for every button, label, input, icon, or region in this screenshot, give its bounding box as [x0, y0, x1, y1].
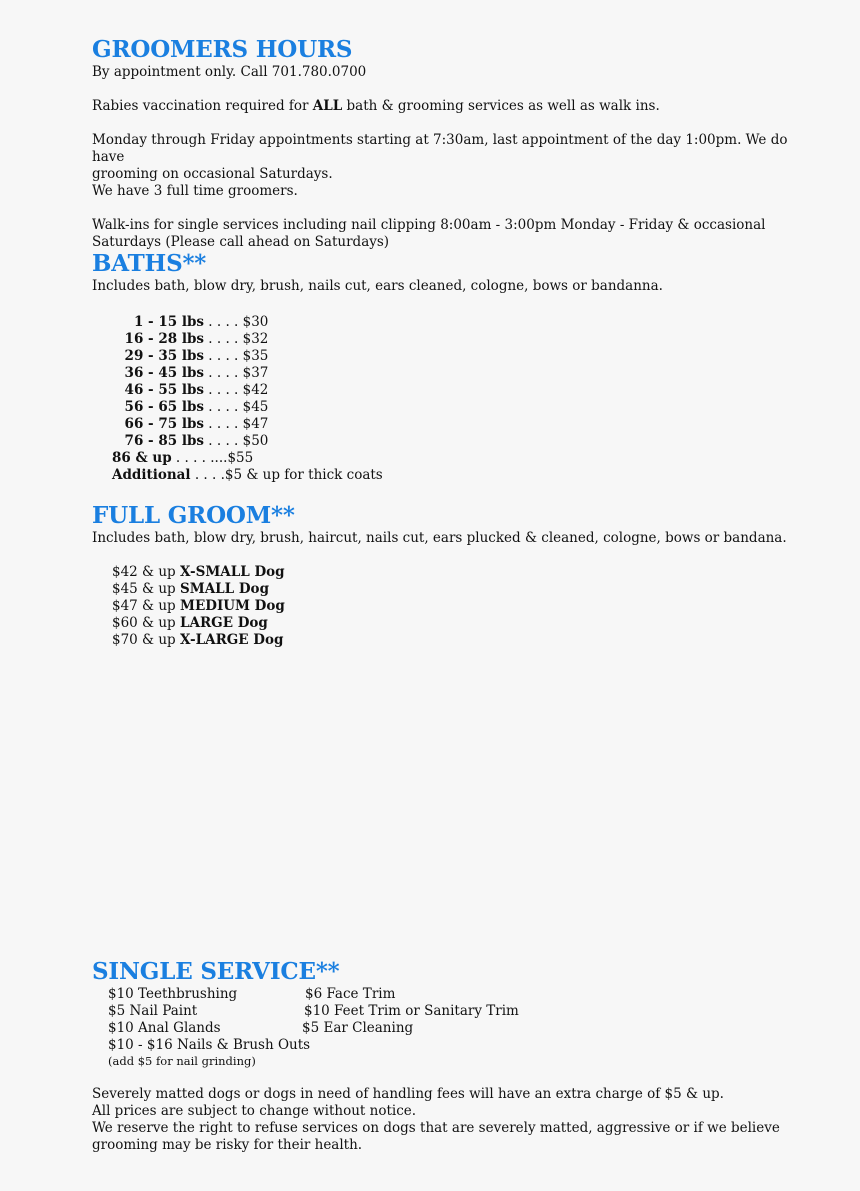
bath-price-row: 1 - 15 lbs . . . . $30 [112, 314, 792, 331]
bath-price-row: 36 - 45 lbs . . . . $37 [112, 365, 792, 382]
bath-price: $42 [242, 382, 269, 398]
rabies-post: bath & grooming services as well as walk ins. [342, 98, 660, 114]
bath-price: $35 [242, 348, 269, 364]
bath-price: $37 [242, 365, 269, 381]
bath-weight: 1 - 15 lbs [133, 314, 204, 330]
full-groom-section [92, 502, 792, 649]
bath-weight: 86 & up [112, 450, 172, 466]
full-groom-price: $47 & up [112, 598, 180, 614]
full-groom-row [112, 632, 792, 649]
bath-price: $47 [242, 416, 269, 432]
bath-weight: 56 - 65 lbs [124, 399, 204, 415]
bath-price: $45 [242, 399, 269, 415]
bath-weight: 76 - 85 lbs [124, 433, 204, 449]
full-groom-row [112, 564, 792, 581]
bath-price-row: 16 - 28 lbs . . . . $32 [112, 331, 792, 348]
bath-price-row: 56 - 65 lbs . . . . $45 [112, 399, 792, 416]
baths-section [92, 250, 792, 484]
single-service-row [108, 1037, 792, 1054]
full-groom-size: LARGE Dog [180, 615, 268, 631]
groomers-count-text: We have 3 full time groomers. [92, 183, 298, 199]
bath-price: $50 [242, 433, 269, 449]
full-groom-price: $70 & up [112, 632, 180, 648]
reserve-right-line-2: grooming may be risky for their health. [92, 1137, 363, 1153]
bath-weight: 46 - 55 lbs [124, 382, 204, 398]
single-service-heading: SINGLE SERVICE** [92, 958, 340, 985]
full-groom-price: $42 & up [112, 564, 180, 580]
rabies-bold: ALL [312, 98, 343, 114]
bath-additional-label: Additional [112, 467, 191, 483]
full-groom-price: $60 & up [112, 615, 180, 631]
weekday-line-1: Monday through Friday appointments starting at 7:30am, last appointment of the day 1:00pm. We do have [92, 132, 788, 165]
single-service-row [108, 986, 792, 1003]
baths-heading: BATHS** [92, 250, 207, 277]
appointment-text: By appointment only. Call 701.780.0700 [92, 64, 367, 80]
single-service-section [92, 958, 792, 1154]
baths-price-list [112, 314, 792, 484]
full-groom-size: SMALL Dog [180, 581, 270, 597]
bath-weight: 36 - 45 lbs [124, 365, 204, 381]
bath-price-row: 76 - 85 lbs . . . . $50 [112, 433, 792, 450]
walkin-line-2: Saturdays (Please call ahead on Saturdays) [92, 234, 390, 250]
service-right: $6 Face Trim [305, 986, 396, 1002]
service-left: $10 - $16 Nails & Brush Outs [108, 1037, 311, 1053]
full-groom-heading: FULL GROOM** [92, 502, 295, 529]
bath-price: $55 [227, 450, 254, 466]
rabies-text [92, 98, 792, 115]
full-groom-row [112, 581, 792, 598]
bath-price-row: 29 - 35 lbs . . . . $35 [112, 348, 792, 365]
bath-price-row: 46 - 55 lbs . . . . $42 [112, 382, 792, 399]
single-service-row [108, 1020, 792, 1037]
full-groom-includes: Includes bath, blow dry, brush, haircut, nails cut, ears plucked & cleaned, cologne, bows or bandana. [92, 530, 787, 546]
nail-grinding-note: (add $5 for nail grinding) [108, 1054, 256, 1068]
service-left: $10 Anal Glands [108, 1020, 221, 1036]
bath-price: $30 [242, 314, 269, 330]
groomers-hours-section [92, 36, 792, 251]
service-right: $5 Ear Cleaning [302, 1020, 414, 1036]
service-right: $10 Feet Trim or Sanitary Trim [304, 1003, 519, 1019]
bath-price: $32 [242, 331, 269, 347]
full-groom-size: X-LARGE Dog [180, 632, 284, 648]
price-change-notice: All prices are subject to change without notice. [92, 1103, 417, 1119]
walkin-line-1: Walk-ins for single services including nail clipping 8:00am - 3:00pm Monday - Friday & occasional [92, 217, 766, 233]
bath-additional-row: Additional . . . .$5 & up for thick coats [112, 467, 383, 483]
full-groom-row [112, 598, 792, 615]
weekday-line-2: grooming on occasional Saturdays. [92, 166, 333, 182]
rabies-pre: Rabies vaccination required for [92, 98, 313, 114]
full-groom-row [112, 615, 792, 632]
matted-notice: Severely matted dogs or dogs in need of handling fees will have an extra charge of $5 & up. [92, 1086, 724, 1102]
baths-includes: Includes bath, blow dry, brush, nails cut, ears cleaned, cologne, bows or bandanna. [92, 278, 663, 294]
service-left: $10 Teethbrushing [108, 986, 238, 1002]
single-service-row [108, 1003, 792, 1020]
bath-weight: 16 - 28 lbs [124, 331, 204, 347]
bath-price-row: 66 - 75 lbs . . . . $47 [112, 416, 792, 433]
bath-weight: 29 - 35 lbs [124, 348, 204, 364]
bath-price-row-86-up: 86 & up . . . . ....$55 [112, 450, 254, 466]
full-groom-size: MEDIUM Dog [180, 598, 285, 614]
reserve-right-line-1: We reserve the right to refuse services on dogs that are severely matted, aggressive or if we believe [92, 1120, 780, 1136]
full-groom-size: X-SMALL Dog [180, 564, 285, 580]
full-groom-price: $45 & up [112, 581, 180, 597]
service-left: $5 Nail Paint [108, 1003, 198, 1019]
full-groom-price-list [112, 564, 792, 649]
bath-additional-price: $5 & up for thick coats [224, 467, 383, 483]
groomers-hours-heading: GROOMERS HOURS [92, 36, 353, 63]
bath-weight: 66 - 75 lbs [124, 416, 204, 432]
